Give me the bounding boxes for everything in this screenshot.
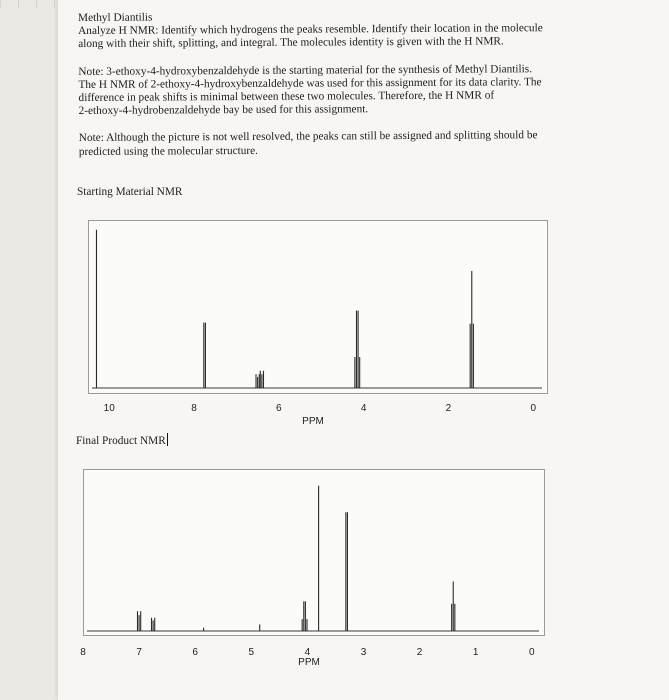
x-tick-label: 7 — [136, 647, 142, 658]
nmr-peak — [452, 582, 455, 632]
document-title: Methyl Diantilis — [78, 11, 153, 24]
x-axis-label: PPM — [302, 416, 324, 427]
note-line: Note: 3-ethoxy-4-hydroxybenzaldehyde is the starting material for the synthesis of Methyl Diantilis. — [78, 62, 533, 78]
nmr-peak — [346, 512, 348, 631]
starting-material-label: Starting Material NMR — [77, 186, 183, 198]
x-tick-label: 8 — [191, 403, 197, 414]
x-tick-label: 1 — [472, 647, 479, 658]
x-axis-label: PPM — [298, 657, 320, 668]
x-tick-label: 6 — [192, 647, 198, 658]
x-tick-label: 0 — [528, 647, 535, 658]
nmr-peak — [137, 611, 140, 631]
final-product-label: Final Product NMR — [76, 435, 166, 447]
x-tick-label: 5 — [248, 647, 255, 658]
x-tick-label: 0 — [530, 403, 537, 414]
note-line: The H NMR of 2-ethoxy-4-hydroxybenzaldehyde was used for this assignment for its data clarity. The — [78, 75, 542, 91]
x-tick-label: 4 — [360, 403, 367, 414]
x-tick-label: 10 — [103, 403, 115, 414]
nmr-peak — [152, 618, 155, 631]
instruction-line: Analyze H NMR: Identify which hydrogens the peaks resemble. Identify their location in the molecule — [78, 22, 543, 38]
instruction-line: along with their shift, splitting, and integral. The molecules identity is given with the H NMR. — [78, 35, 504, 51]
x-tick-label: 2 — [416, 647, 423, 658]
note-line: Note: Although the picture is not well resolved, the peaks can still be assigned and splitting should be — [78, 129, 538, 145]
x-tick-label: 3 — [360, 647, 367, 658]
x-tick-label: 8 — [80, 647, 86, 658]
note-line: difference in peak shifts is minimal between these two molecules. Therefore, the H NMR of — [78, 89, 495, 105]
note-line: 2-ethoxy-4-hydrobenzaldehyde bay be used for this assignment. — [78, 103, 369, 118]
nmr-peak — [302, 601, 307, 631]
note-line: predicted using the molecular structure. — [78, 144, 259, 158]
x-tick-label: 2 — [445, 403, 452, 414]
x-tick-label: 4 — [304, 647, 311, 658]
x-tick-label: 6 — [276, 403, 282, 414]
